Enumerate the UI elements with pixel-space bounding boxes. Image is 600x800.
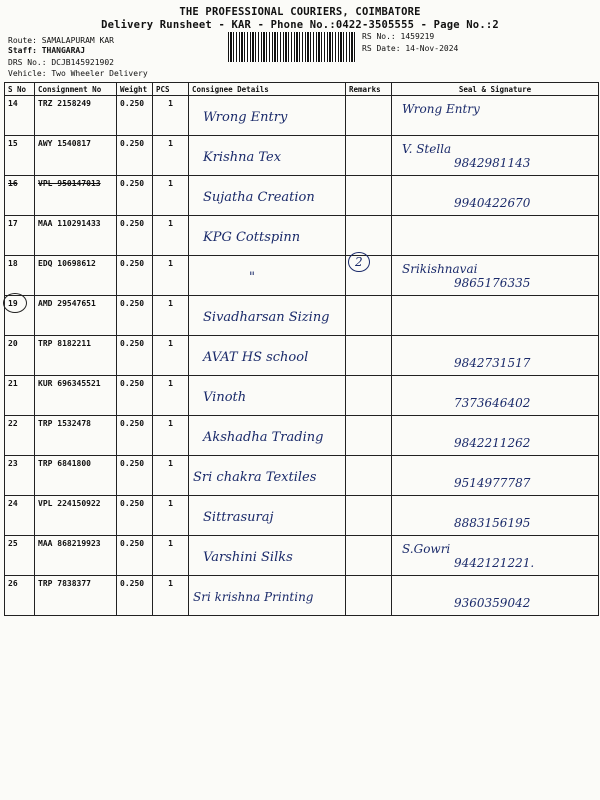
- cell-pcs: 1: [153, 456, 189, 496]
- cell-pcs: 1: [153, 496, 189, 536]
- cell-sno: 22: [5, 416, 35, 456]
- cell-weight: 0.250: [117, 256, 153, 296]
- cell-weight: 0.250: [117, 456, 153, 496]
- signature-phone: 9865176335: [454, 276, 531, 290]
- cell-weight: 0.250: [117, 416, 153, 456]
- table-row: [5, 496, 599, 536]
- table-row: [5, 136, 599, 176]
- table-row: [5, 416, 599, 456]
- sno-circle-mark: [3, 293, 27, 313]
- cell-weight: 0.250: [117, 376, 153, 416]
- signature-handwriting: Wrong Entry: [402, 102, 480, 116]
- col-header-consignee: Consignee Details: [189, 83, 346, 96]
- col-header-consignment: Consignment No: [35, 83, 117, 96]
- signature-phone: 7373646402: [454, 396, 531, 410]
- cell-consignee: [189, 216, 346, 256]
- cell-pcs: 1: [153, 136, 189, 176]
- rs-date: RS Date: 14-Nov-2024: [362, 44, 459, 53]
- table-row: [5, 456, 599, 496]
- cell-consignee: [189, 456, 346, 496]
- cell-remarks: [346, 536, 392, 576]
- cell-weight: 0.250: [117, 536, 153, 576]
- table-row: [5, 176, 599, 216]
- cell-consignee: [189, 136, 346, 176]
- cell-weight: 0.250: [117, 96, 153, 136]
- table-row: [5, 576, 599, 616]
- cell-pcs: 1: [153, 576, 189, 616]
- cell-consignee: [189, 576, 346, 616]
- consignee-handwriting: Krishna Tex: [203, 150, 282, 165]
- cell-sno: 14: [5, 96, 35, 136]
- col-header-sno: S No: [5, 83, 35, 96]
- cell-remarks: [346, 96, 392, 136]
- consignee-handwriting: Sivadharsan Sizing: [203, 310, 330, 325]
- cell-consignee: [189, 376, 346, 416]
- signature-phone: 9940422670: [454, 196, 531, 210]
- company-title: THE PROFESSIONAL COURIERS, COIMBATORE: [179, 6, 421, 18]
- remarks-handwriting: 2: [348, 252, 370, 272]
- barcode-image: [228, 32, 356, 62]
- consignee-handwriting: Varshini Silks: [203, 550, 293, 565]
- consignee-handwriting: ": [249, 270, 255, 285]
- consignee-handwriting: Wrong Entry: [203, 110, 288, 125]
- cell-signature: [392, 296, 599, 336]
- cell-signature: [392, 216, 599, 256]
- cell-pcs: 1: [153, 296, 189, 336]
- consignee-handwriting: Sri krishna Printing: [193, 590, 314, 604]
- cell-remarks: [346, 296, 392, 336]
- cell-consignee: [189, 256, 346, 296]
- cell-consignment: AMD 29547651: [35, 296, 117, 336]
- cell-consignee: [189, 536, 346, 576]
- cell-weight: 0.250: [117, 136, 153, 176]
- cell-signature: [392, 576, 599, 616]
- consignee-handwriting: Sujatha Creation: [203, 190, 315, 205]
- cell-remarks: [346, 416, 392, 456]
- signature-phone: 9842981143: [454, 156, 531, 170]
- cell-remarks: [346, 496, 392, 536]
- cell-consignee: [189, 176, 346, 216]
- cell-weight: 0.250: [117, 496, 153, 536]
- drs-line: DRS No.: DCJB145921902: [8, 58, 114, 67]
- cell-pcs: 1: [153, 176, 189, 216]
- cell-remarks: [346, 456, 392, 496]
- consignee-handwriting: Akshadha Trading: [203, 430, 324, 445]
- table-row: [5, 96, 599, 136]
- runsheet-table: [4, 82, 599, 616]
- cell-consignee: [189, 336, 346, 376]
- cell-remarks: [346, 216, 392, 256]
- consignee-handwriting: Vinoth: [203, 390, 247, 405]
- consignee-handwriting: Sri chakra Textiles: [193, 470, 317, 485]
- cell-sno: 20: [5, 336, 35, 376]
- cell-consignment: MAA 868219923: [35, 536, 117, 576]
- cell-sno: 19: [5, 296, 35, 336]
- cell-signature: [392, 456, 599, 496]
- signature-phone: 9842731517: [454, 356, 531, 370]
- consignee-handwriting: AVAT HS school: [203, 350, 309, 365]
- cell-consignment: TRP 1532478: [35, 416, 117, 456]
- cell-consignment: KUR 696345521: [35, 376, 117, 416]
- staff-line: Staff: THANGARAJ: [8, 46, 86, 55]
- cell-sno: 18: [5, 256, 35, 296]
- col-header-remarks: Remarks: [346, 83, 392, 96]
- table-row: [5, 376, 599, 416]
- cell-consignment: AWY 1540817: [35, 136, 117, 176]
- cell-consignee: [189, 416, 346, 456]
- cell-consignee: [189, 96, 346, 136]
- table-row: [5, 536, 599, 576]
- col-header-signature: Seal & Signature: [392, 83, 599, 96]
- cell-signature: [392, 336, 599, 376]
- route-line: Route: SAMALAPURAM KAR: [8, 36, 114, 45]
- runsheet-title: Delivery Runsheet - KAR - Phone No.:0422-3505555 - Page No.:2: [101, 19, 499, 31]
- cell-consignment: TRP 7838377: [35, 576, 117, 616]
- table-row: [5, 296, 599, 336]
- table-row: [5, 256, 599, 296]
- cell-signature: [392, 96, 599, 136]
- cell-pcs: 1: [153, 416, 189, 456]
- cell-consignment: VPL 950147013: [35, 176, 117, 216]
- cell-remarks: [346, 256, 392, 296]
- cell-remarks: [346, 136, 392, 176]
- cell-signature: [392, 136, 599, 176]
- cell-pcs: 1: [153, 96, 189, 136]
- cell-remarks: [346, 336, 392, 376]
- signature-handwriting: S.Gowri: [402, 542, 451, 556]
- cell-signature: [392, 496, 599, 536]
- cell-pcs: 1: [153, 336, 189, 376]
- cell-sno: 17: [5, 216, 35, 256]
- cell-signature: [392, 416, 599, 456]
- cell-signature: [392, 256, 599, 296]
- cell-pcs: 1: [153, 216, 189, 256]
- cell-consignee: [189, 496, 346, 536]
- table-row: [5, 216, 599, 256]
- cell-pcs: 1: [153, 256, 189, 296]
- cell-sno: 23: [5, 456, 35, 496]
- cell-sno: 16: [5, 176, 35, 216]
- cell-remarks: [346, 576, 392, 616]
- cell-sno: 21: [5, 376, 35, 416]
- consignee-handwriting: Sittrasuraj: [203, 510, 274, 525]
- cell-signature: [392, 536, 599, 576]
- cell-consignment: VPL 224150922: [35, 496, 117, 536]
- cell-weight: 0.250: [117, 296, 153, 336]
- table-row: [5, 336, 599, 376]
- cell-sno: 25: [5, 536, 35, 576]
- rs-number: RS No.: 1459219: [362, 32, 435, 41]
- signature-phone: 9842211262: [454, 436, 531, 450]
- signature-phone: 9514977787: [454, 476, 531, 490]
- cell-weight: 0.250: [117, 176, 153, 216]
- cell-consignment: TRP 8182211: [35, 336, 117, 376]
- cell-signature: [392, 376, 599, 416]
- table-header-row: [5, 83, 599, 96]
- cell-sno: 15: [5, 136, 35, 176]
- cell-weight: 0.250: [117, 576, 153, 616]
- cell-remarks: [346, 176, 392, 216]
- signature-phone: 8883156195: [454, 516, 531, 530]
- cell-weight: 0.250: [117, 216, 153, 256]
- cell-weight: 0.250: [117, 336, 153, 376]
- cell-pcs: 1: [153, 376, 189, 416]
- cell-pcs: 1: [153, 536, 189, 576]
- cell-consignment: EDQ 10698612: [35, 256, 117, 296]
- signature-phone: 9442121221.: [454, 556, 535, 570]
- vehicle-line: Vehicle: Two Wheeler Delivery: [8, 69, 148, 78]
- cell-signature: [392, 176, 599, 216]
- cell-remarks: [346, 376, 392, 416]
- cell-consignment: TRP 6841800: [35, 456, 117, 496]
- signature-handwriting: Srikishnavai: [402, 262, 478, 276]
- cell-sno: 24: [5, 496, 35, 536]
- cell-consignee: [189, 296, 346, 336]
- cell-sno: 26: [5, 576, 35, 616]
- signature-phone: 9360359042: [454, 596, 531, 610]
- consignee-handwriting: KPG Cottspinn: [203, 230, 301, 245]
- signature-handwriting: V. Stella: [402, 142, 452, 156]
- cell-consignment: MAA 110291433: [35, 216, 117, 256]
- col-header-weight: Weight: [117, 83, 153, 96]
- col-header-pcs: PCS: [153, 83, 189, 96]
- cell-consignment: TRZ 2158249: [35, 96, 117, 136]
